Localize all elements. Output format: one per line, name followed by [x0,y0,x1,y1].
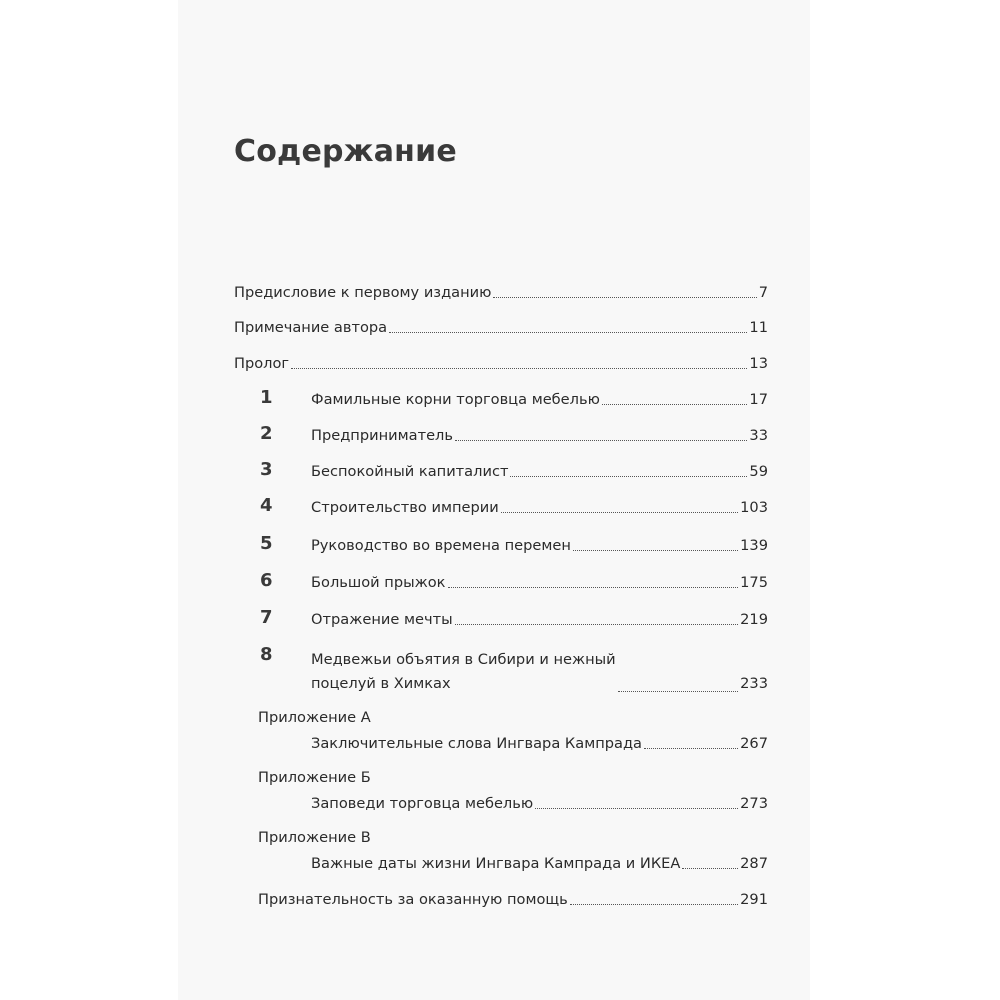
toc-entry-title: Фамильные корни торговца мебелью [311,391,600,408]
toc-entry-title: Предприниматель [311,427,453,444]
toc-entry-author-note [234,319,768,337]
dot-leader [455,624,739,625]
appendix-label: Приложение Б [258,769,371,786]
toc-page-number: 11 [749,319,768,336]
toc-entry-title: Предисловие к первому изданию [234,284,492,301]
toc-entry-chapter-8 [311,648,768,696]
toc-entry-prologue [234,355,768,373]
toc-page-number: 7 [758,284,768,301]
chapter-number: 6 [260,570,273,591]
toc-entry-appendix-v [311,855,768,873]
toc-page-number: 33 [749,427,768,444]
toc-entry-chapter-7 [311,611,768,629]
toc-entry-title: Строительство империи [311,499,499,516]
dot-leader [291,368,747,369]
toc-entry-appendix-a [311,735,768,753]
dot-leader [618,691,738,692]
toc-entry-title: Примечание автора [234,319,388,336]
toc-entry-appendix-b [311,795,768,813]
toc-page-number: 273 [740,795,768,812]
chapter-number: 5 [260,533,273,554]
dot-leader [570,904,738,905]
toc-page-number: 233 [740,675,768,692]
toc-entry-title: Заповеди торговца мебелью [311,795,534,812]
toc-entry-chapter-3 [311,463,768,481]
page-title: Содержание [234,134,457,169]
toc-page-number: 103 [740,499,768,516]
toc-entry-chapter-5 [311,537,768,555]
toc-page-number: 13 [749,355,768,372]
toc-entry-title: Пролог [234,355,290,372]
dot-leader [501,512,738,513]
toc-page-number: 59 [749,463,768,480]
toc-entry-title: Отражение мечты [311,611,453,628]
dot-leader [573,550,738,551]
chapter-number: 8 [260,644,273,665]
chapter-number: 7 [260,607,273,628]
toc-entry-chapter-1 [311,391,768,409]
toc-page-number: 287 [740,855,768,872]
toc-page-number: 219 [740,611,768,628]
dot-leader [644,748,738,749]
toc-entry-chapter-6 [311,574,768,592]
dot-leader [493,297,756,298]
toc-page-number: 175 [740,574,768,591]
toc-entry-title: Беспокойный капиталист [311,463,509,480]
toc-entry-preface [234,284,768,302]
toc-page-number: 17 [749,391,768,408]
chapter-number: 4 [260,495,273,516]
dot-leader [389,332,747,333]
toc-entry-chapter-2 [311,427,768,445]
chapter-number: 3 [260,459,273,480]
appendix-label: Приложение А [258,709,371,726]
chapter-number: 2 [260,423,273,444]
toc-entry-title: Медвежьи объятия в Сибири и нежный поцелуй в Химках [311,651,616,692]
toc-page-number: 291 [740,891,768,908]
appendix-label: Приложение В [258,829,371,846]
dot-leader [535,808,738,809]
toc-entry-title: Большой прыжок [311,574,446,591]
toc-entry-chapter-4 [311,499,768,517]
toc-entry-title: Признательность за оказанную помощь [258,891,568,908]
chapter-number: 1 [260,387,273,408]
dot-leader [682,868,738,869]
dot-leader [448,587,739,588]
toc-entry-title: Заключительные слова Ингвара Кампрада [311,735,642,752]
toc-entry-title: Руководство во времена перемен [311,537,571,554]
toc-page-number: 139 [740,537,768,554]
dot-leader [455,440,747,441]
toc-page-number: 267 [740,735,768,752]
toc-entry-acknowledgements [258,891,768,909]
dot-leader [510,476,747,477]
toc-entry-title: Важные даты жизни Ингвара Кампрада и ИКЕА [311,855,681,872]
dot-leader [602,404,748,405]
